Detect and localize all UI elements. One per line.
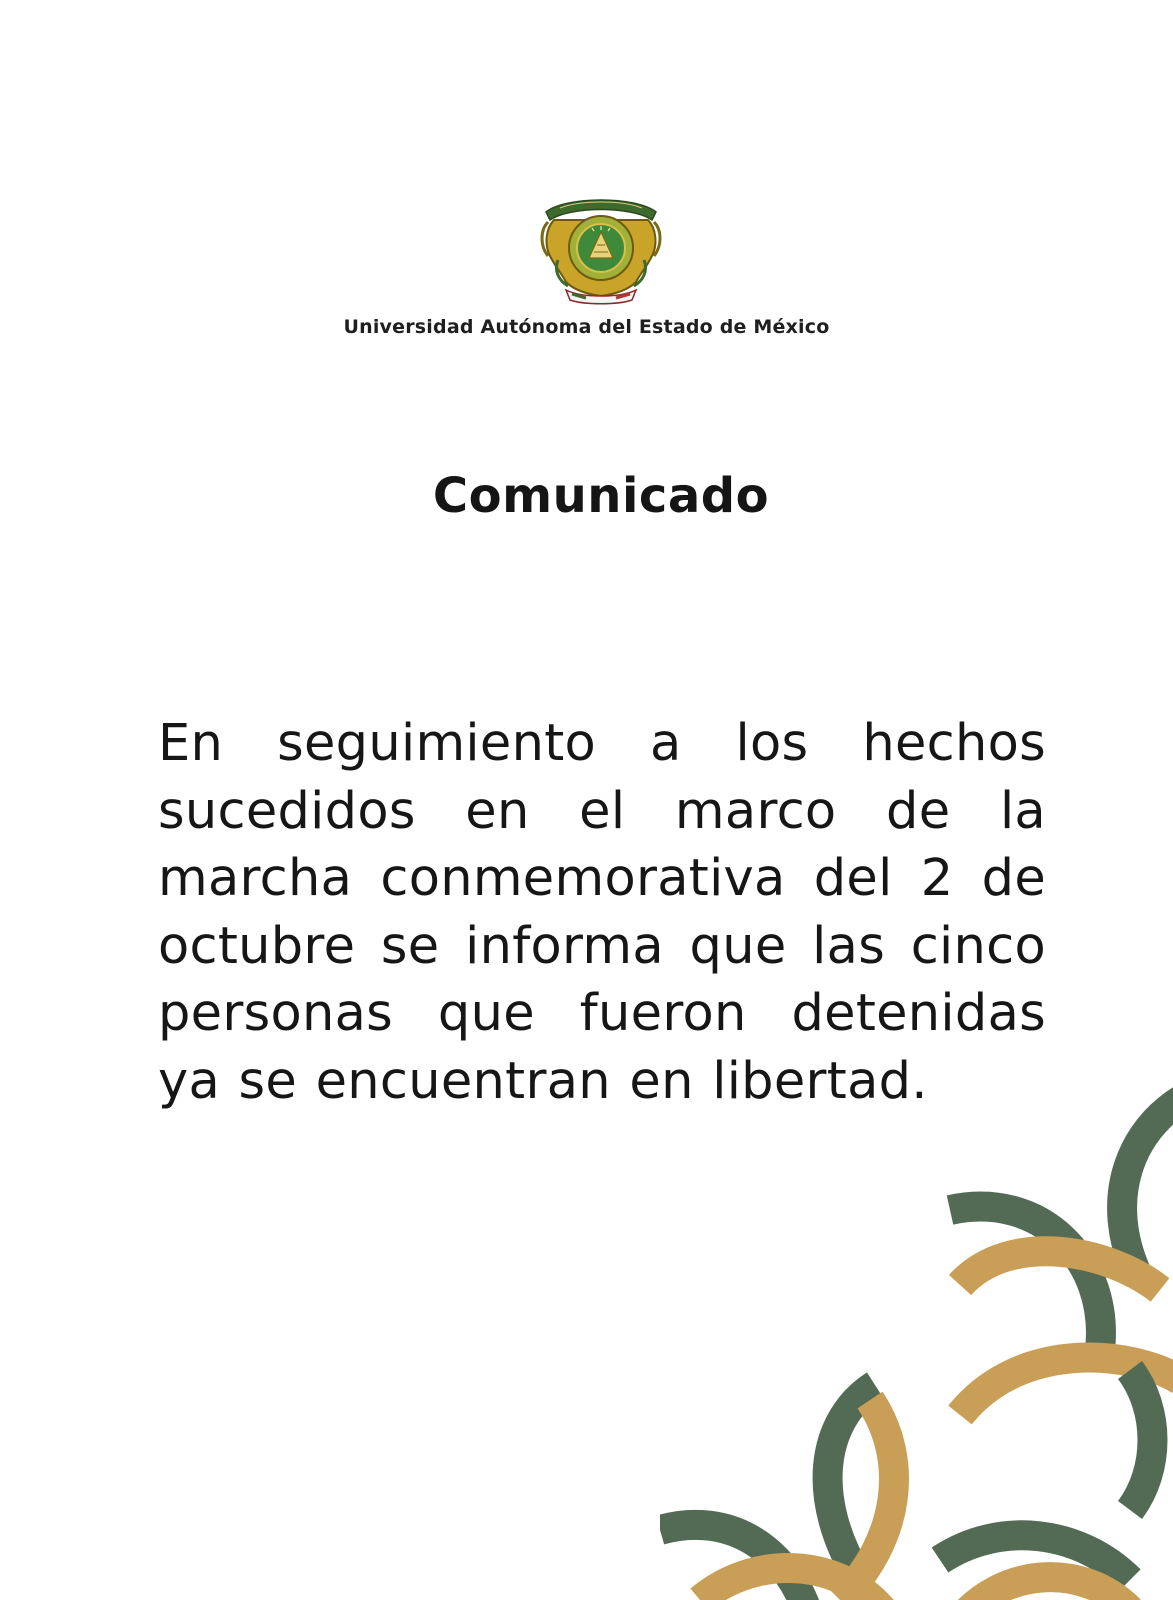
university-name: Universidad Autónoma del Estado de México	[343, 316, 830, 338]
interlocking-arcs-ornament-icon	[660, 1080, 1173, 1600]
page-title: Comunicado	[432, 468, 770, 524]
communique-body: En seguimiento a los hechos sucedidos en el marco de la marcha conmemorativa del 2 de octubre se informa que las cinco personas que fueron detenidas ya se encuentran en libertad.	[158, 714, 1046, 1111]
university-seal-icon	[536, 190, 666, 308]
